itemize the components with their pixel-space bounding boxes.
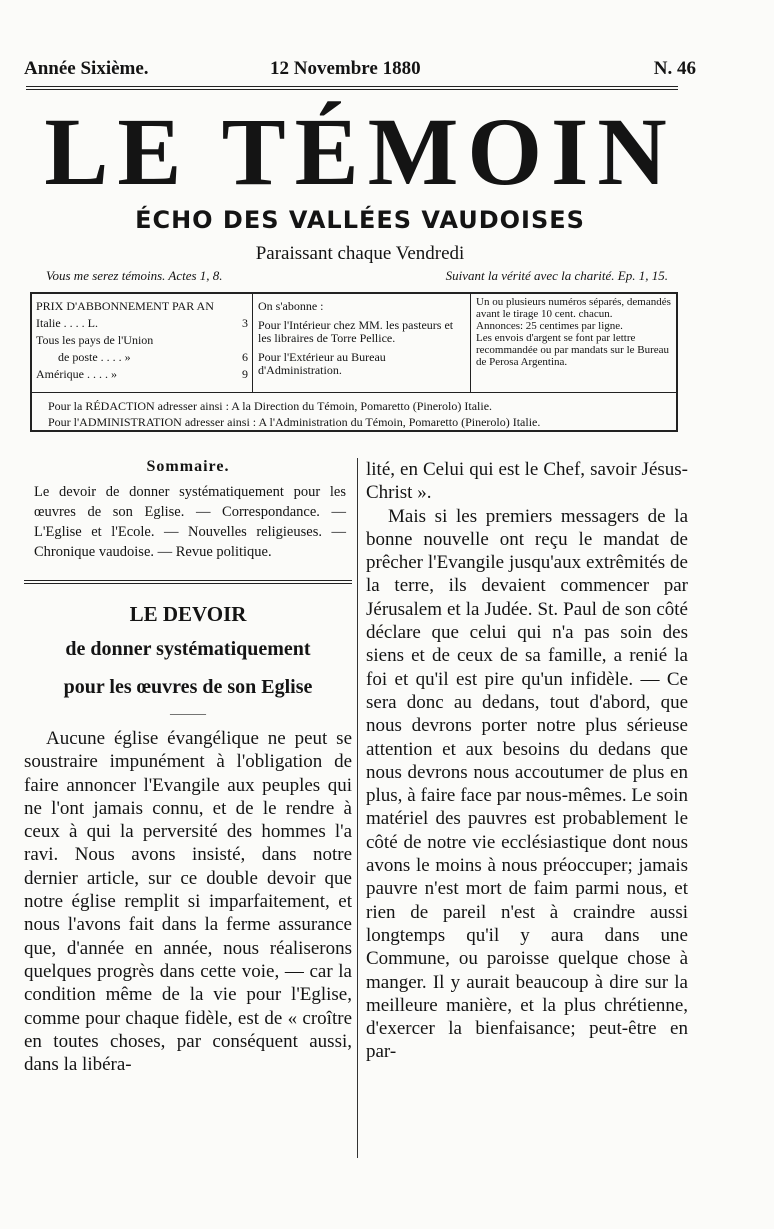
subscription-addresses [48, 398, 678, 430]
mottos [46, 268, 668, 284]
box-divider [32, 392, 676, 393]
subscription-where: On s'abonne : Pour l'Intérieur chez MM. les pasteurs et les libraires de Torre Pellice. Pour l'Extérieur au Bureau d'Administration. [258, 299, 454, 377]
article-body-right [366, 458, 688, 1064]
price-row: Italie . . . . L. 3 [36, 316, 248, 330]
publication-frequency: Paraissant chaque Vendredi [255, 243, 465, 264]
motto-left: Vous me serez témoins. Actes 1, 8. [46, 268, 223, 283]
box-divider [252, 294, 253, 392]
section-rule [24, 580, 352, 584]
issue-date: 12 Novembre 1880 [270, 58, 421, 79]
price-row: de poste . . . . » 6 [58, 350, 248, 364]
subscription-box [30, 292, 678, 432]
ornament: ——— [170, 706, 206, 720]
article-subheading: de donner systématiquement [65, 638, 311, 660]
box-divider [470, 294, 471, 392]
issue-number: N. 46 [653, 58, 696, 79]
paragraph: lité, en Celui qui est le Chef, savoir Jésus-Christ ». [366, 459, 688, 504]
price-row: Tous les pays de l'Union [36, 333, 154, 347]
sommaire-body: Le devoir de donner systématiquement pour les œuvres de son Eglise. — Correspondance. — L'Eglise et l'Ecole. — Nouvelles religieuses. — Chronique vaudoise. — Revue politique. [34, 484, 346, 560]
paragraph: Aucune église évangélique ne peut se soustraire impunément à l'obligation de faire annoncer l'Evangile aux peuples qui ne l'ont jamais connu, et de le rendre à ceux à qui la perversité des hommes l'a ravi. Nous avons insisté, dans notre dernier article, sur ce double devoir que notre église remplit si imparfaitement, et nous l'avons fait dans la ferme assurance que, d'année en année, nous réaliserons quelques progrès dans cette voie, — car la condition même de la vie pour l'Eglise, comme pour chaque fidèle, est de « croître en toutes choses, par conséquent aussi, dans la libéra- [24, 728, 352, 1076]
newspaper-title: LE TÉMOIN [44, 98, 676, 205]
redaction-address: Pour la RÉDACTION adresser ainsi : A la Direction du Témoin, Pomaretto (Pinerolo) Italie. [48, 399, 493, 413]
article-subheading: pour les œuvres de son Eglise [63, 676, 313, 698]
newspaper-subtitle: ÉCHO DES VALLÉES VAUDOISES [135, 206, 585, 234]
header-rule [26, 86, 678, 90]
column-rule [357, 458, 358, 1158]
prices-heading: PRIX D'ABBONNEMENT PAR AN [36, 299, 214, 313]
article-body-left [24, 727, 352, 1076]
issue-year: Année Sixième. [24, 58, 149, 79]
administration-address: Pour l'ADMINISTRATION adresser ainsi : A l'Administration du Témoin, Pomaretto (Pinerolo) Italie. [48, 415, 541, 429]
left-column [24, 458, 352, 1076]
subscription-prices [36, 300, 248, 381]
paragraph: Mais si les premiers messagers de la bonne nouvelle ont reçu le mandat de prêcher l'Evangile jusqu'aux extrêmités de la terre, ils devaient commencer par Jérusalem et la Judée. St. Paul de son côté déclare que celui qui n'a pas soin des siens et de ceux de sa famille, a renié la foi et qu'il est pire qu'un infidèle. — Ce sera donc au dedans, tout d'abord, que nous devrons porter notre plus sérieuse attention et aux besoins du dedans que nous devrons nous accoutumer de plus en plus, à faire face par nous-mêmes. Le soin matériel des pauvres est probablement le côté de notre vie ecclésiastique dont nous avons le moins à nous préoccuper; jamais pauvre n'est mort de faim parmi nous, et rien de pareil n'est à craindre aussi longtemps qu'il y aura dans une Commune, ou paroisse quelque chose à manger. Il y aurait beaucoup à dire sur la meilleure manière, et la plus chrétienne, d'exercer la bienfaisance; peut-être en par- [366, 505, 688, 1063]
sommaire-title: Sommaire. [146, 458, 230, 475]
subscription-notes: Un ou plusieurs numéros séparés, demandés avant le tirage 10 cent. chacun. Annonces: 25 centimes par ligne. Les envois d'argent se font par lettre recommandée ou par mandats sur le Bureau de Perosa Argentina. [476, 296, 671, 368]
article-heading: LE DEVOIR [129, 602, 247, 626]
price-row: Amérique . . . . » 9 [36, 367, 248, 381]
motto-right: Suivant la vérité avec la charité. Ep. 1, 15. [445, 268, 668, 283]
right-column [366, 458, 688, 1064]
